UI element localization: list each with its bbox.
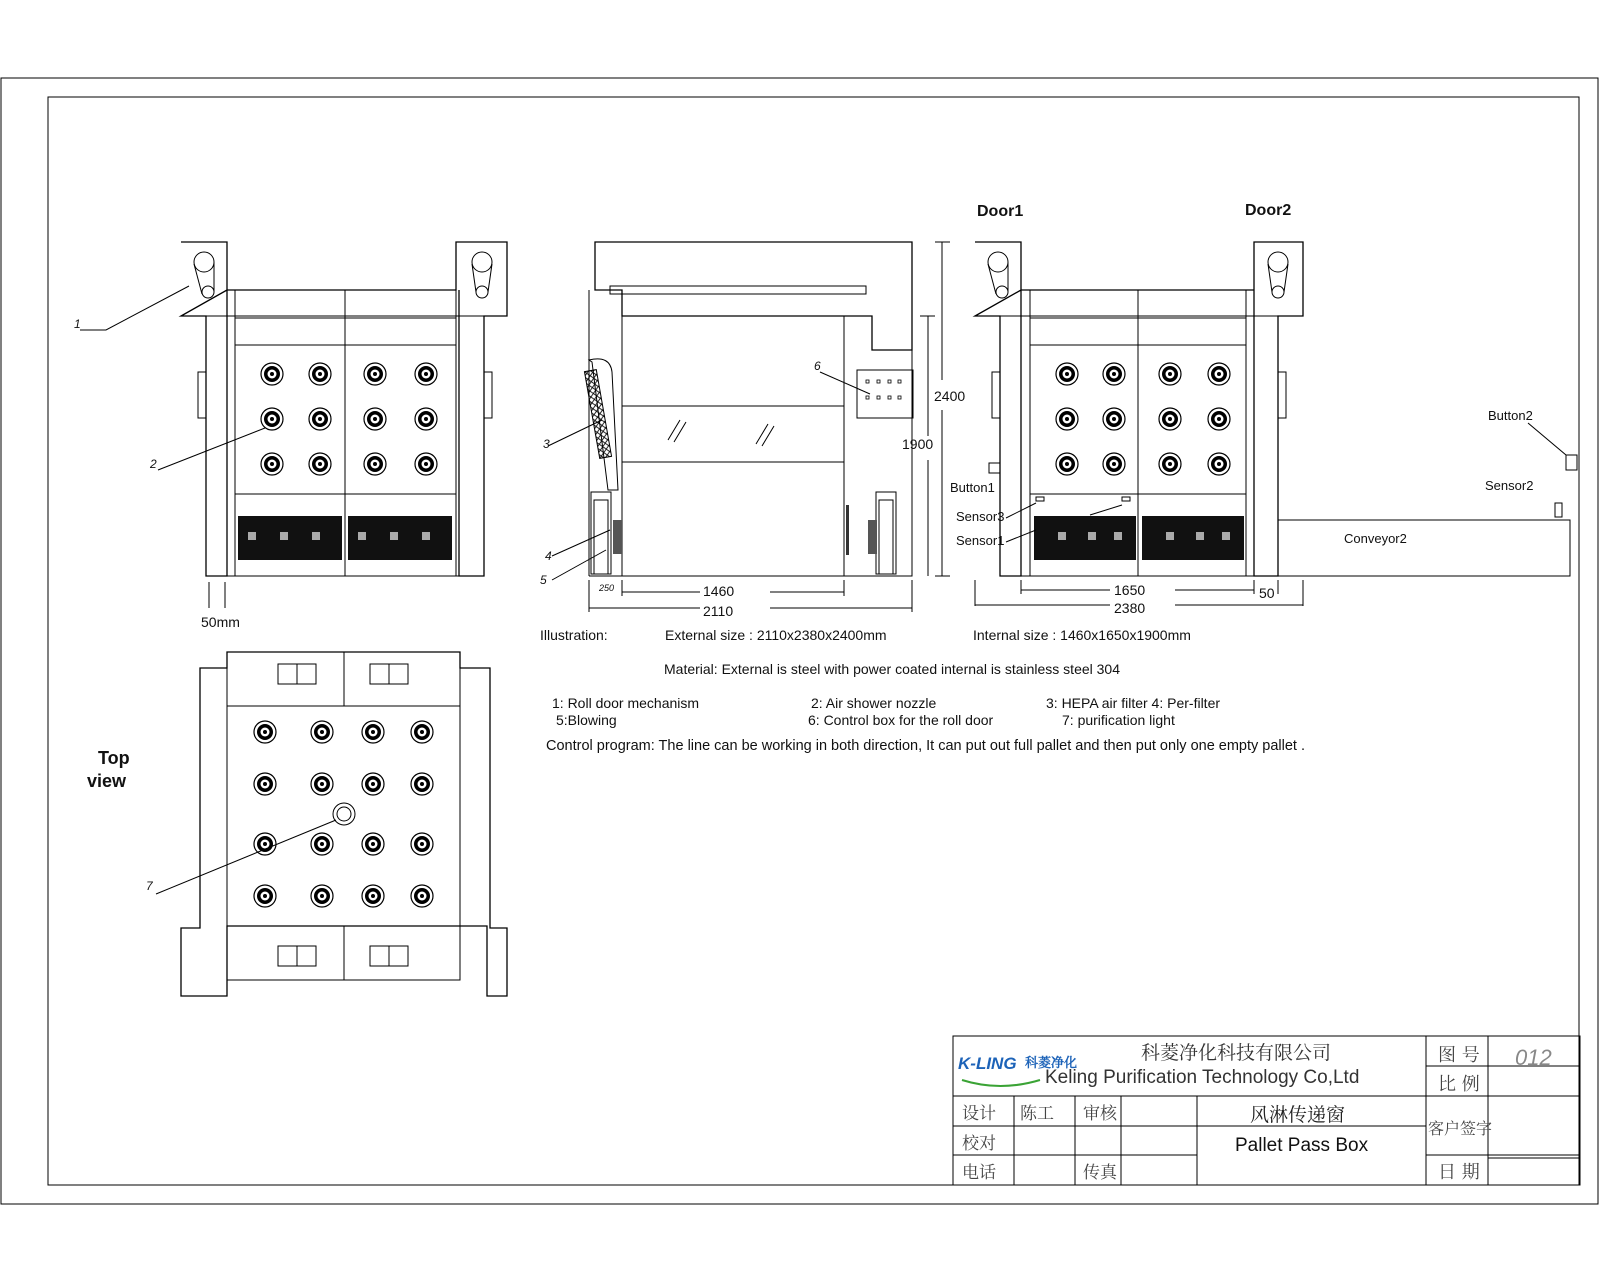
company-logo-cn: 科菱净化 (1025, 1056, 1078, 1071)
door-view (975, 242, 1577, 606)
scale-label: 比 例 (1438, 1074, 1480, 1095)
legend-item-1: 1: Roll door mechanism (552, 695, 700, 711)
callout-7: 7 (146, 879, 153, 893)
dimension-2110: 2110 (703, 603, 734, 619)
product-name-cn: 风淋传递窗 (1250, 1104, 1346, 1126)
note-internal-size: Internal size : 1460x1650x1900mm (973, 627, 1191, 643)
label-sensor1: Sensor1 (956, 533, 1005, 548)
note-external-size: External size : 2110x2380x2400mm (665, 627, 887, 643)
label-sensor3: Sensor3 (956, 509, 1005, 524)
legend-item-6: 6: Control box for the roll door (808, 712, 994, 728)
legend-item-3-4: 3: HEPA air filter 4: Per-filter (1046, 695, 1221, 711)
note-illustration: Illustration: (540, 627, 608, 643)
dimension-50: 50 (1259, 585, 1275, 601)
design-label: 设计 (962, 1104, 996, 1124)
check-label: 校对 (962, 1134, 996, 1154)
dimension-1650: 1650 (1114, 582, 1146, 598)
dimension-1460: 1460 (703, 583, 735, 599)
label-conveyor2: Conveyor2 (1344, 531, 1407, 546)
dimension-250: 250 (599, 583, 615, 593)
callout-1-front: 1 (74, 317, 81, 331)
callout-2: 2 (150, 457, 157, 471)
company-logo: K-LING (958, 1054, 1017, 1073)
front-view (80, 242, 507, 608)
company-name-en: Keling Purification Technology Co,Ltd (1045, 1067, 1360, 1088)
top-view-label: Top (98, 748, 130, 768)
review-label: 审核 (1083, 1104, 1117, 1124)
fax-label: 传真 (1083, 1163, 1117, 1183)
top-view-label-2: view (87, 771, 127, 791)
control-program-note: Control program: The line can be working in both direction, It can put out full pallet and then put only one empty pallet . (546, 738, 1306, 754)
callout-6: 6 (814, 359, 821, 373)
company-name-cn: 科菱净化科技有限公司 (1141, 1042, 1332, 1064)
drawing-number-label: 图 号 (1438, 1045, 1480, 1066)
product-name-en: Pallet Pass Box (1235, 1135, 1369, 1156)
label-door1: Door1 (977, 203, 1024, 220)
legend-item-2: 2: Air shower nozzle (811, 695, 937, 711)
note-material: Material: External is steel with power coated internal is stainless steel 304 (664, 661, 1120, 677)
dimension-2380: 2380 (1114, 600, 1146, 616)
drawing-number: 012 (1515, 1045, 1552, 1070)
designer-name: 陈工 (1020, 1104, 1054, 1124)
client-sign-label: 客户签字 (1428, 1119, 1493, 1138)
top-view (156, 652, 507, 996)
legend-item-5: 5:Blowing (556, 712, 617, 728)
legend-item-7: 7: purification light (1062, 712, 1175, 728)
callout-4: 4 (545, 549, 552, 563)
callout-3: 3 (543, 437, 550, 451)
label-door2: Door2 (1245, 202, 1292, 219)
date-label: 日 期 (1438, 1162, 1480, 1183)
label-button2: Button2 (1488, 408, 1533, 423)
side-view (548, 242, 950, 612)
callout-5: 5 (540, 573, 547, 587)
phone-label: 电话 (962, 1163, 996, 1183)
dimension-frame-gap: 50mm (201, 614, 240, 630)
label-button1: Button1 (950, 480, 995, 495)
dimension-2400: 2400 (934, 388, 966, 404)
label-sensor2: Sensor2 (1485, 478, 1534, 493)
dimension-1900: 1900 (902, 436, 934, 452)
